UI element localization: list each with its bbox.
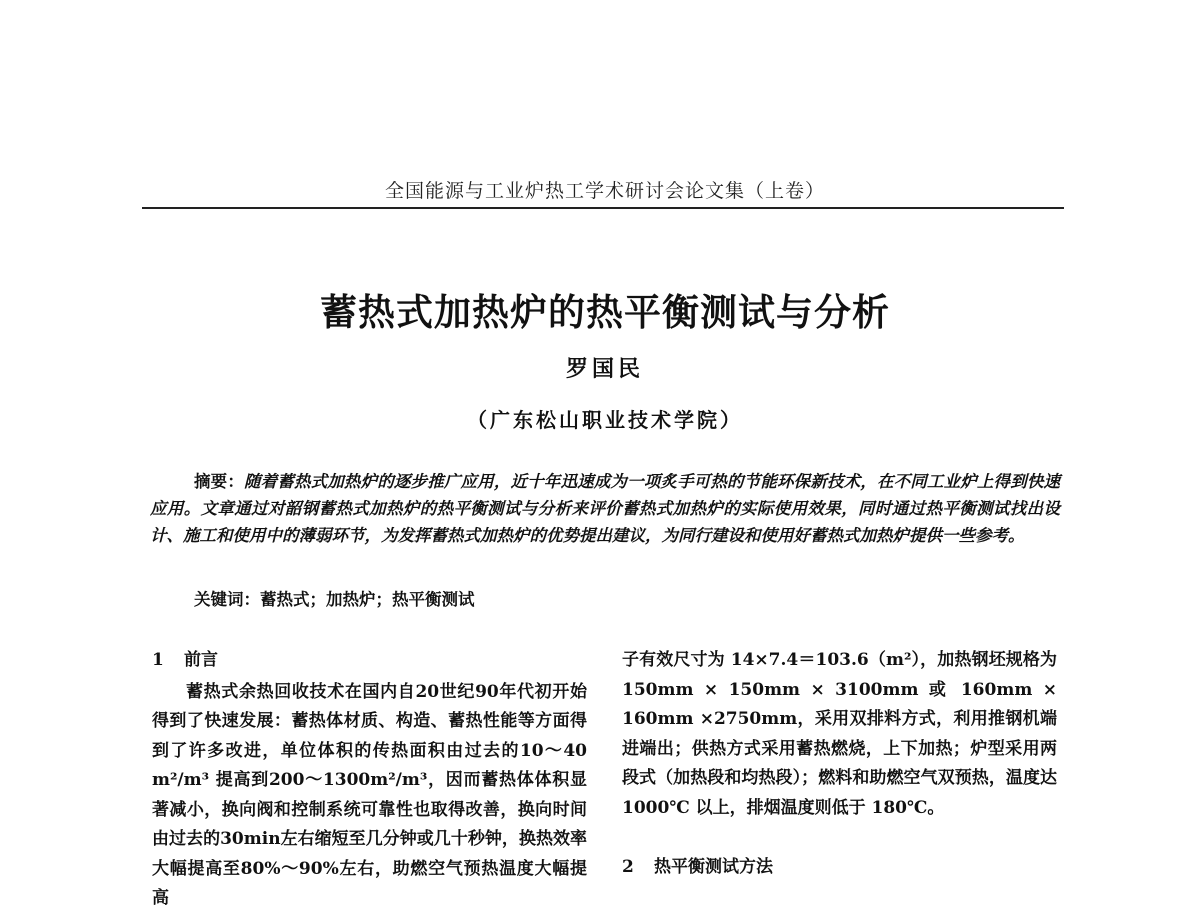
header-rule	[142, 207, 1064, 209]
author: 罗国民	[565, 356, 644, 382]
affiliation: （广东松山职业技术学院）	[467, 408, 743, 432]
section-2-number: 2	[622, 857, 634, 877]
abstract	[150, 468, 1060, 549]
left-column	[152, 646, 587, 914]
section-1-paragraph: 蓄热式余热回收技术在国内自20世纪90年代初开始得到了快速发展：蓄热体材质、构造、蓄热性能等方面得到了许多改进，单位体积的传热面积由过去的10～40 m²/m³ 提高到200～1300m²/m³，因而蓄热体体积显著减小，换向阀和控制系统可靠性也取得改善，换向时间由过去的30min左右缩短至几分钟或几十秒钟，换热效率大幅提高至80%～90%左右，助燃空气预热温度大幅提高	[152, 681, 587, 908]
paper-title: 蓄热式加热炉的热平衡测试与分析	[320, 290, 890, 334]
section-2-title: 热平衡测试方法	[654, 857, 773, 877]
section-1-number: 1	[152, 650, 164, 670]
abstract-label: 摘要：	[194, 472, 244, 491]
right-column-paragraph: 子有效尺寸为 14×7.4＝103.6（m²），加热钢坯规格为 150mm × 150mm × 3100mm 或 160mm × 160mm ×2750mm，采用双排料方式，利用推钢机端进端出；供热方式采用蓄热燃烧，上下加热；炉型采用两段式（加热段和均热段）；燃料和助燃空气双预热，温度达 1000℃ 以上，排烟温度则低于 180℃。	[622, 650, 1057, 818]
right-column	[622, 646, 1057, 885]
section-2-heading	[622, 853, 1057, 883]
running-head: 全国能源与工业炉热工学术研讨会论文集（上卷）	[384, 180, 825, 202]
keywords-text: 蓄热式；加热炉；热平衡测试	[260, 590, 475, 609]
keywords	[194, 586, 475, 610]
section-1-title: 前言	[184, 650, 218, 670]
abstract-text: 随着蓄热式加热炉的逐步推广应用，近十年迅速成为一项炙手可热的节能环保新技术，在不同工业炉上得到快速应用。文章通过对韶钢蓄热式加热炉的热平衡测试与分析来评价蓄热式加热炉的实际使用效果，同时通过热平衡测试找出设计、施工和使用中的薄弱环节，为发挥蓄热式加热炉的优势提出建议，为同行建设和使用好蓄热式加热炉提供一些参考。	[150, 472, 1061, 545]
section-1-heading	[152, 646, 587, 676]
keywords-label: 关键词：	[194, 590, 260, 609]
